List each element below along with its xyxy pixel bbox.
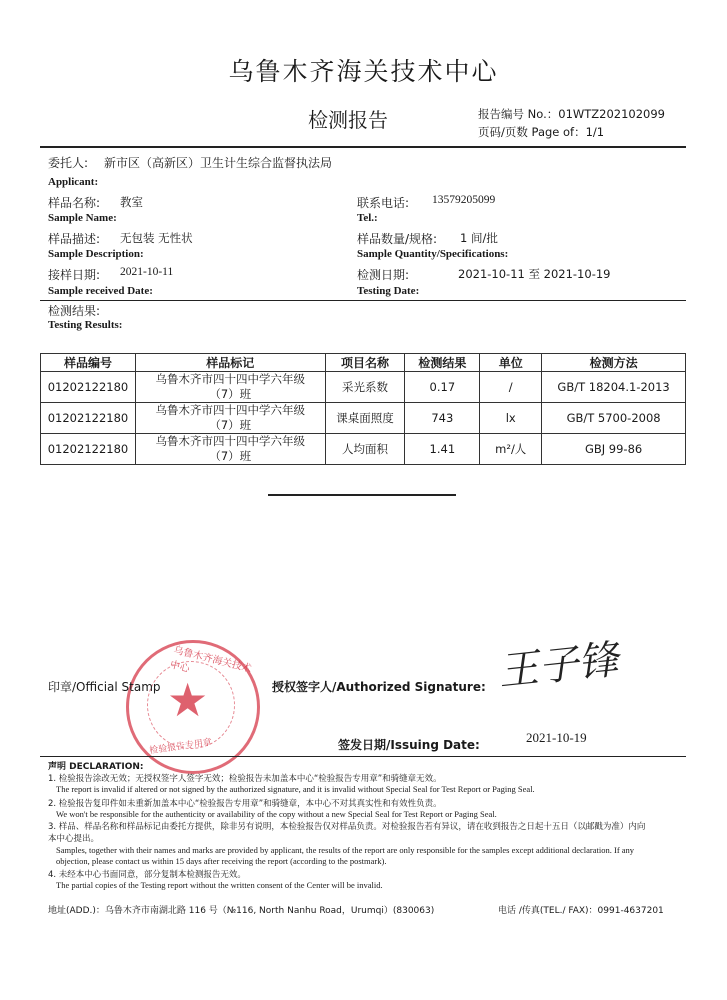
phone-value: 13579205099 [432, 194, 496, 206]
declaration-item-4-en: The partial copies of the Testing report without the written consent of the Center will be invalid. [56, 880, 383, 890]
testing-date-label: 检测日期: [357, 268, 410, 282]
cell-result: 1.41 [405, 434, 480, 465]
declaration-item-3-en: Samples, together with their names and marks are provided by applicant, the results of the report are only responsible for the samples except additional declaration. If any objection, please contact us within 15 days after receiving the report (according to the postmark). [56, 845, 635, 866]
report-number: 报告编号 No.：01WTZ202102099 [478, 107, 666, 121]
cell-method: GB/T 5700-2008 [542, 403, 686, 434]
quantity-value: 1 间/批 [460, 231, 498, 245]
declaration-item-1: 1. 检验报告涂改无效；无授权签字人签字无效；检验报告未加盖本中心“检验报告专用章”和骑缝章无效。 [48, 774, 442, 784]
col-result: 检测结果 [405, 354, 480, 372]
cell-method: GBJ 99-86 [542, 434, 686, 465]
col-unit: 单位 [480, 354, 542, 372]
sample-desc-label-en: Sample Description: [48, 248, 144, 260]
client-label: 委托人: [48, 156, 89, 170]
info-rule [40, 300, 686, 301]
declaration-item-2: 2. 检验报告复印件如未重新加盖本中心“检验报告专用章”和骑缝章，本中心不对其真实性和有效性负责。 [48, 799, 442, 809]
declaration-title: 声明 DECLARATION: [48, 762, 144, 772]
client-label-en: Applicant: [48, 176, 99, 188]
cell-item-name: 采光系数 [325, 372, 405, 403]
cell-result: 743 [405, 403, 480, 434]
table-row [41, 403, 686, 434]
cell-item-name: 课桌面照度 [325, 403, 405, 434]
table-row [41, 372, 686, 403]
results-heading-en: Testing Results: [48, 319, 123, 331]
declaration-item-1-en: The report is invalid if altered or not signed by the authorized signature, and it is invalid without Special Seal for Test Report or Paging Seal. [56, 784, 535, 794]
quantity-label-en: Sample Quantity/Specifications: [357, 248, 509, 260]
cell-sample-mark: 乌鲁木齐市四十四中学六年级 （7）班 [135, 372, 325, 403]
cell-sample-id: 01202122180 [41, 434, 136, 465]
table-header-row [41, 354, 686, 372]
testing-date-label-en: Testing Date: [357, 285, 420, 297]
footer-address: 地址(ADD.)：乌鲁木齐市南湖北路 116 号（№116, North Nanhu Road，Urumqi）(830063) [48, 906, 435, 916]
received-label: 接样日期: [48, 268, 101, 282]
sample-desc-label: 样品描述: [48, 232, 101, 246]
results-heading: 检测结果: [48, 304, 101, 318]
page-info: 页码/页数 Page of：1/1 [478, 125, 605, 139]
footer-tel-fax: 电话 /传真(TEL./ FAX)：0991-4637201 [498, 906, 664, 916]
document-title: 检测报告 [308, 108, 388, 132]
cell-unit: lx [480, 403, 542, 434]
cell-unit: / [480, 372, 542, 403]
cell-sample-id: 01202122180 [41, 403, 136, 434]
table-row [41, 434, 686, 465]
issuing-date-value: 2021-10-19 [526, 730, 587, 745]
cell-unit: m²/人 [480, 434, 542, 465]
cell-sample-id: 01202122180 [41, 372, 136, 403]
end-of-table-rule [268, 494, 456, 496]
issuing-date-label: 签发日期/Issuing Date: [338, 738, 480, 752]
phone-label-en: Tel.: [357, 212, 378, 224]
cell-result: 0.17 [405, 372, 480, 403]
col-item-name: 项目名称 [325, 354, 405, 372]
header-rule [40, 146, 686, 148]
col-sample-mark: 样品标记 [135, 354, 325, 372]
cell-sample-mark: 乌鲁木齐市四十四中学六年级 （7）班 [135, 434, 325, 465]
cell-method: GB/T 18204.1-2013 [542, 372, 686, 403]
received-label-en: Sample received Date: [48, 285, 153, 297]
sample-name-value: 教室 [120, 195, 143, 209]
phone-label: 联系电话: [357, 196, 410, 210]
quantity-label: 样品数量/规格: [357, 232, 438, 246]
results-table [40, 353, 686, 465]
testing-date-value: 2021-10-11 至 2021-10-19 [458, 267, 611, 281]
client-value: 新市区（高新区）卫生计生综合监督执法局 [104, 156, 333, 170]
authorized-signature-label: 授权签字人/Authorized Signature: [272, 680, 486, 694]
cell-item-name: 人均面积 [325, 434, 405, 465]
organization-title: 乌鲁木齐海关技术中心 [228, 57, 499, 86]
declaration-item-2-en: We won't be responsible for the authenticity or availability of the copy without a new Special Seal for Test Report or Paging Seal. [56, 809, 497, 819]
declaration-rule [40, 756, 686, 757]
sample-name-label-en: Sample Name: [48, 212, 117, 224]
stamp-bottom-text: 检验报告专用章 [148, 737, 213, 757]
sample-desc-value: 无包装 无性状 [120, 231, 193, 245]
col-method: 检测方法 [542, 354, 686, 372]
col-sample-id: 样品编号 [41, 354, 136, 372]
official-stamp [126, 640, 260, 774]
handwritten-signature: 王子锋 [496, 636, 621, 696]
cell-sample-mark: 乌鲁木齐市四十四中学六年级 （7）班 [135, 403, 325, 434]
official-stamp-label: 印章/Official Stamp [48, 680, 161, 694]
sample-name-label: 样品名称: [48, 196, 101, 210]
declaration-item-3: 3. 样品、样品名称和样品标记由委托方提供，除非另有说明，本检验报告仅对样品负责。对检验报告若有异议，请在收到报告之日起十五日（以邮戳为准）内向本中心提出。 [48, 822, 646, 844]
declaration-item-4: 4. 未经本中心书面同意，部分复制本检测报告无效。 [48, 870, 246, 880]
star-icon: ★ [167, 673, 209, 727]
received-value: 2021-10-11 [120, 266, 174, 278]
stamp-top-text: 乌鲁木齐海关技术中心 [168, 644, 253, 675]
